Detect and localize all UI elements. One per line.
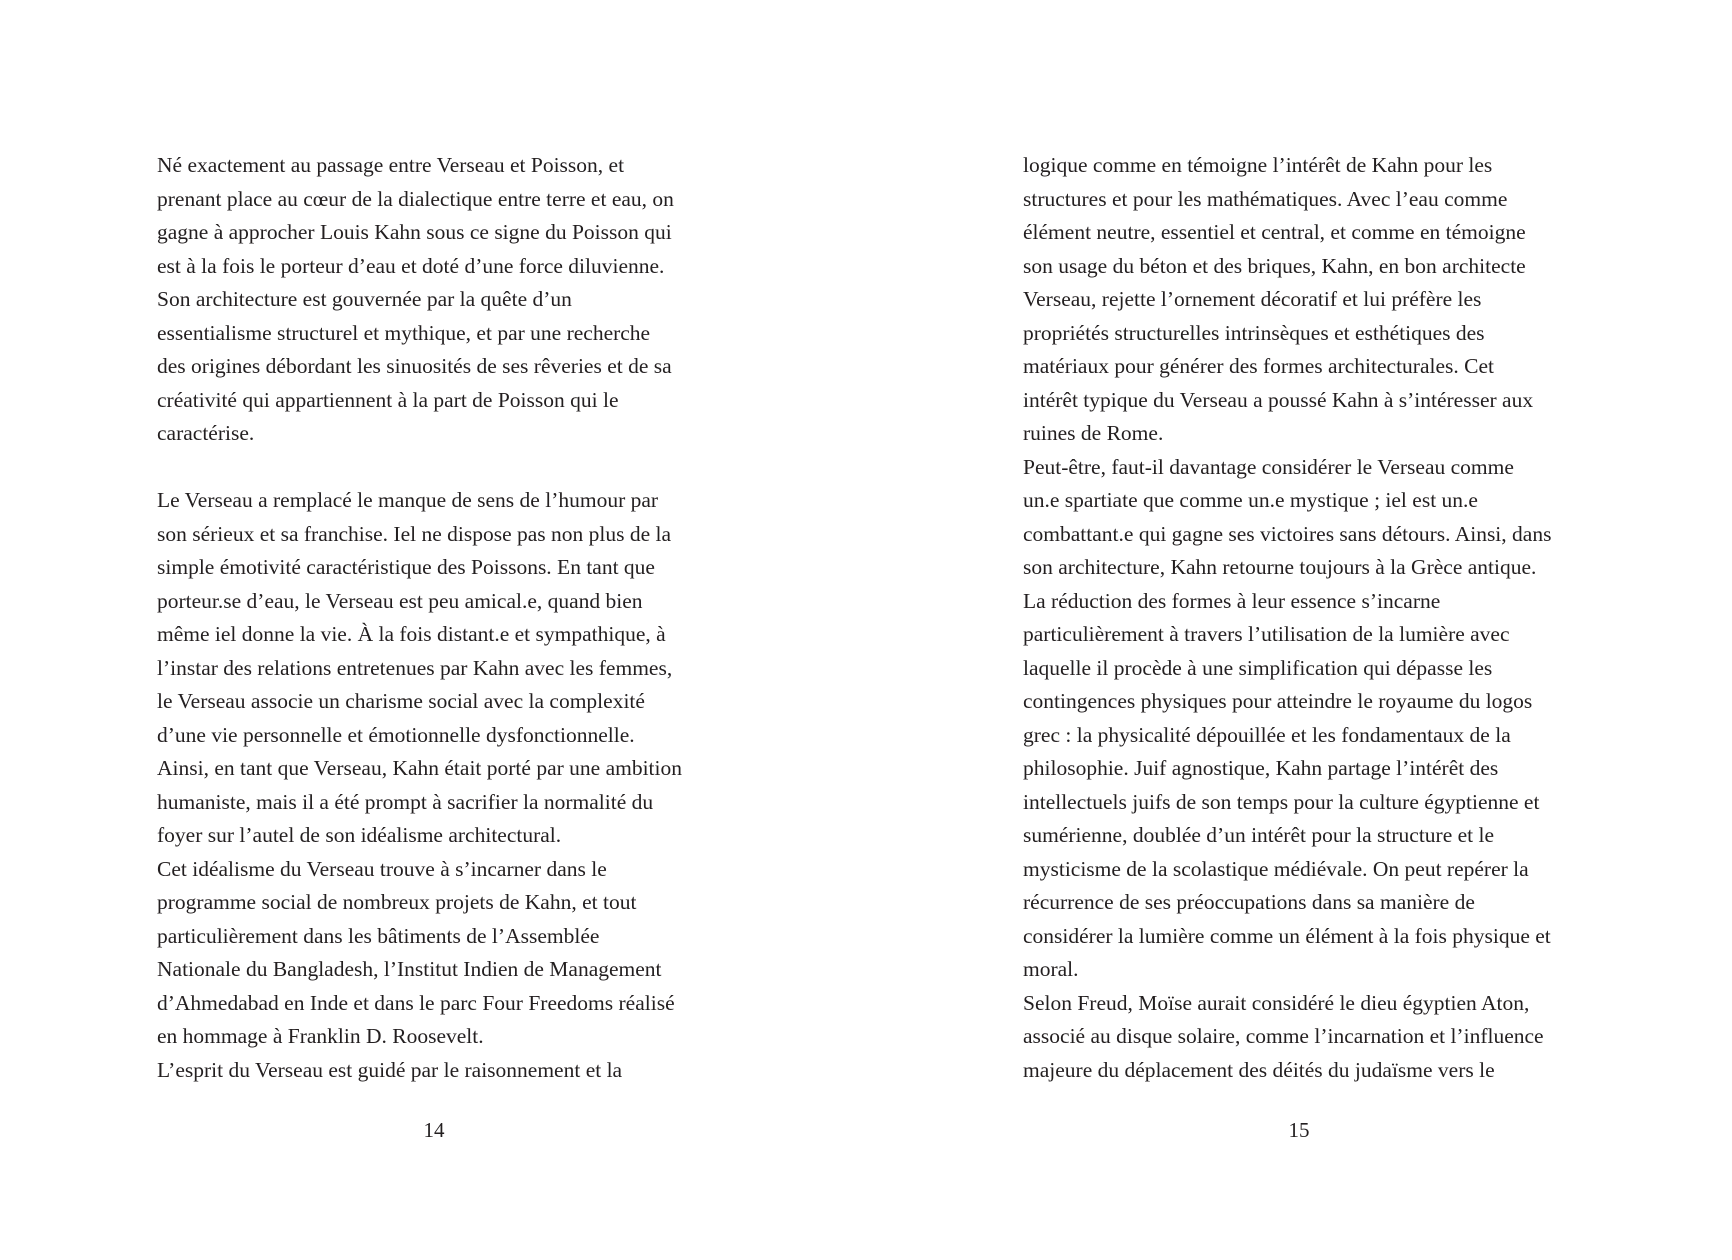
text-line: Le Verseau a remplacé le manque de sens de l’humour par [157,488,659,512]
text-line: même iel donne la vie. À la fois distant.e et sympathique, à [157,622,666,646]
text-line: Selon Freud, Moïse aurait considéré le dieu égyptien Aton, [1023,990,1530,1015]
text-line: programme social de nombreux projets de Kahn, et tout [157,890,637,914]
text-line: foyer sur l’autel de son idéalisme architectural. [157,823,562,847]
text-line: grec : la physicalité dépouillée et les fondamentaux de la [1023,722,1511,747]
text-line: caractérise. [157,421,255,445]
text-line: Peut-être, faut-il davantage considérer le Verseau comme [1023,454,1514,479]
text-line: Nationale du Bangladesh, l’Institut Indien de Management [157,957,662,981]
text-line: porteur.se d’eau, le Verseau est peu amical.e, quand bien [157,588,643,613]
text-line: intellectuels juifs de son temps pour la culture égyptienne et [1023,789,1540,814]
text-line: d’Ahmedabad en Inde et dans le parc Four Freedoms réalisé [157,990,675,1015]
text-line: l’instar des relations entretenues par Kahn avec les femmes, [157,655,673,680]
text-line: sumérienne, doublée d’un intérêt pour la structure et le [1023,823,1495,847]
text-line: Né exactement au passage entre Verseau et Poisson, et [157,153,625,177]
page-number: 15 [1288,1118,1310,1142]
text-line: des origines débordant les sinuosités de ses rêveries et de sa [157,354,672,378]
text-line: mysticisme de la scolastique médiévale. On peut repérer la [1023,856,1529,881]
text-line: ruines de Rome. [1023,421,1164,445]
text-line: son architecture, Kahn retourne toujours à la Grèce antique. [1023,555,1537,579]
text-line: contingences physiques pour atteindre le royaume du logos [1023,689,1533,713]
text-line: est à la fois le porteur d’eau et doté d’une force diluvienne. [157,253,665,278]
text-line: moral. [1023,957,1079,981]
text-line: essentialisme structurel et mythique, et par une recherche [157,320,651,345]
right-page-text [1023,149,1551,1087]
text-line: La réduction des formes à leur essence s’incarne [1023,588,1441,613]
text-line: Son architecture est gouvernée par la quête d’un [157,287,572,311]
text-line: récurrence de ses préoccupations dans sa manière de [1023,890,1475,914]
text-line: particulièrement dans les bâtiments de l’Assemblée [157,923,600,948]
text-line: considérer la lumière comme un élément à la fois physique et [1023,923,1551,948]
text-line: élément neutre, essentiel et central, et comme en témoigne [1023,220,1526,244]
text-line: d’une vie personnelle et émotionnelle dysfonctionnelle. [157,722,635,747]
paragraph-break [157,451,682,485]
text-line: intérêt typique du Verseau a poussé Kahn à s’intéresser aux [1023,387,1534,412]
text-line: Verseau, rejette l’ornement décoratif et lui préfère les [1023,287,1482,311]
text-line: prenant place au cœur de la dialectique entre terre et eau, on [157,186,674,211]
text-line: laquelle il procède à une simplification qui dépasse les [1023,655,1493,680]
text-line: associé au disque solaire, comme l’incarnation et l’influence [1023,1024,1544,1048]
text-line: simple émotivité caractéristique des Poissons. En tant que [157,555,655,579]
left-page-text [157,149,682,1087]
text-line: créativité qui appartiennent à la part de Poisson qui le [157,387,619,412]
text-line: en hommage à Franklin D. Roosevelt. [157,1024,484,1048]
right-page [866,0,1732,1260]
text-line: son usage du béton et des briques, Kahn, en bon architecte [1023,253,1526,278]
text-line: majeure du déplacement des déités du judaïsme vers le [1023,1057,1495,1082]
text-line: philosophie. Juif agnostique, Kahn partage l’intérêt des [1023,756,1499,780]
text-line: combattant.e qui gagne ses victoires sans détours. Ainsi, dans [1023,521,1552,546]
text-line: humaniste, mais il a été prompt à sacrifier la normalité du [157,789,654,814]
text-line: Cet idéalisme du Verseau trouve à s’incarner dans le [157,856,607,881]
text-line: son sérieux et sa franchise. Iel ne dispose pas non plus de la [157,521,672,546]
text-line: le Verseau associe un charisme social avec la complexité [157,689,645,713]
text-line: Ainsi, en tant que Verseau, Kahn était porté par une ambition [157,756,683,780]
text-line: un.e spartiate que comme un.e mystique ; iel est un.e [1023,488,1478,512]
text-line: structures et pour les mathématiques. Avec l’eau comme [1023,186,1508,211]
text-line: propriétés structurelles intrinsèques et esthétiques des [1023,320,1485,345]
text-line: L’esprit du Verseau est guidé par le raisonnement et la [157,1057,623,1082]
text-line: particulièrement à travers l’utilisation de la lumière avec [1023,622,1510,646]
text-line: logique comme en témoigne l’intérêt de Kahn pour les [1023,153,1493,177]
text-line: matériaux pour générer des formes architecturales. Cet [1023,354,1494,378]
page-number: 14 [423,1118,445,1142]
text-line: gagne à approcher Louis Kahn sous ce signe du Poisson qui [157,220,672,244]
